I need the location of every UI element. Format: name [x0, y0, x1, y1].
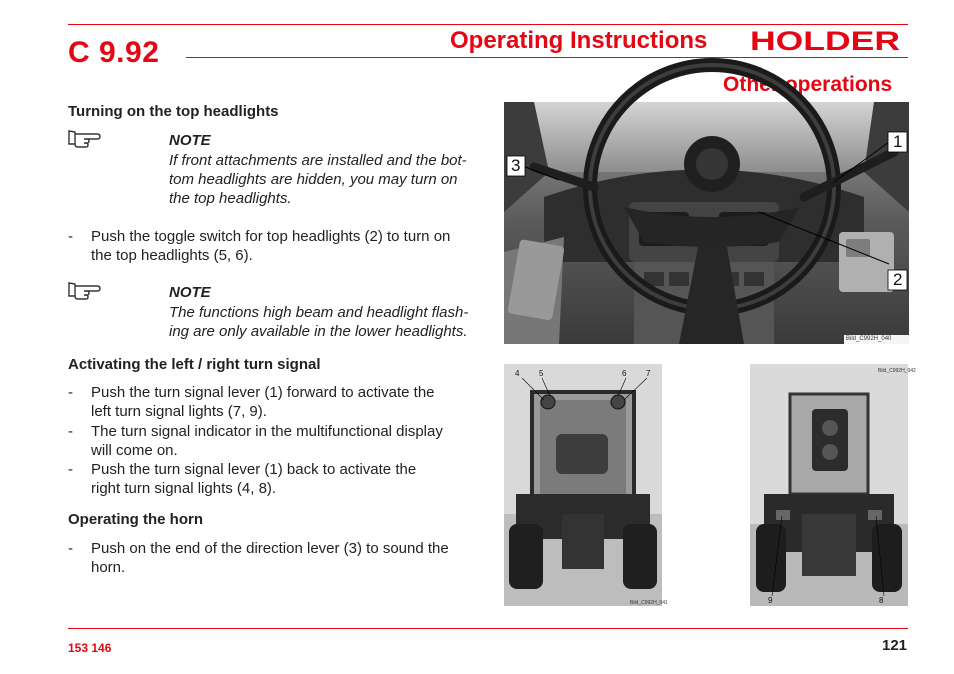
- vehicle-front-illustration: [504, 364, 662, 606]
- turn-signal-item-3: [68, 460, 478, 500]
- heading-top-headlights: Turning on the top headlights: [68, 103, 279, 120]
- pointing-hand-icon: [67, 278, 101, 300]
- document-title: Operating Instructions: [450, 27, 708, 54]
- footer-rule: [68, 628, 908, 629]
- turn-signal-item-1: [68, 383, 478, 423]
- callout-7: 7: [646, 369, 651, 378]
- callout-2: 2: [893, 270, 903, 289]
- heading-turn-signal: Activating the left / right turn signal: [68, 356, 321, 373]
- note-2-line: ing are only available in the lower headlights.: [169, 323, 468, 340]
- vehicle-rear-photo: [750, 364, 916, 606]
- item-text: [91, 539, 449, 577]
- header-title-rule: [186, 57, 908, 58]
- heading-horn: Operating the horn: [68, 511, 203, 528]
- figure-caption-cab: Bild_C992H_040: [846, 336, 892, 342]
- bullet-dash: -: [68, 228, 73, 245]
- item-line: left turn signal lights (7, 9).: [91, 403, 267, 420]
- note-1-line: the top headlights.: [169, 190, 292, 207]
- callout-9: 9: [768, 596, 773, 605]
- step-line: Push the toggle switch for top headlights (2) to turn on: [91, 228, 451, 245]
- callout-1: 1: [893, 132, 903, 151]
- item-line: will come on.: [91, 442, 178, 459]
- step-top-headlights: [68, 227, 478, 267]
- header-top-rule: [68, 24, 908, 25]
- holder-logo-text: HOLDER: [750, 26, 900, 56]
- note-2-text: [169, 303, 479, 341]
- step-line: the top headlights (5, 6).: [91, 247, 253, 264]
- figure-caption-rear: Bild_C992H_042: [878, 368, 916, 374]
- holder-logo: [750, 26, 900, 56]
- callout-6: 6: [622, 369, 627, 378]
- bullet-dash: -: [68, 461, 73, 478]
- callout-3: 3: [511, 156, 521, 175]
- note-hand-icon: [67, 126, 101, 154]
- bullet-dash: -: [68, 423, 73, 440]
- note-1-line: tom headlights are hidden, you may turn on: [169, 171, 458, 188]
- note-hand-icon-2: [67, 278, 101, 306]
- note-1-label: NOTE: [169, 132, 211, 149]
- bullet-dash: -: [68, 384, 73, 401]
- callout-4: 4: [515, 369, 520, 378]
- vehicle-front-photo: [504, 364, 668, 606]
- page-number: 121: [882, 637, 908, 654]
- item-text: [91, 422, 443, 460]
- item-line: horn.: [91, 559, 126, 576]
- item-text: [91, 383, 435, 421]
- note-2-line: The functions high beam and headlight flash-: [169, 304, 469, 321]
- holder-logo-mark: [750, 26, 900, 56]
- note-1-text: [169, 151, 479, 208]
- note-1-line: If front attachments are installed and the bot-: [169, 152, 467, 169]
- turn-signal-item-2: [68, 422, 478, 462]
- callout-5: 5: [539, 369, 544, 378]
- step-text: [91, 227, 450, 265]
- pointing-hand-icon: [67, 126, 101, 148]
- section-title: Other operations: [723, 73, 893, 96]
- item-line: Push the turn signal lever (1) back to activate the: [91, 461, 417, 478]
- item-line: right turn signal lights (4, 8).: [91, 480, 277, 497]
- bullet-dash: -: [68, 540, 73, 557]
- vehicle-rear-illustration: [750, 364, 908, 606]
- callout-8: 8: [879, 596, 884, 605]
- item-line: Push the turn signal lever (1) forward to activate the: [91, 384, 435, 401]
- item-line: The turn signal indicator in the multifunctional display: [91, 423, 443, 440]
- note-2-label: NOTE: [169, 284, 211, 301]
- cab-steering-photo: [504, 102, 909, 344]
- item-line: Push on the end of the direction lever (3) to sound the: [91, 540, 449, 557]
- steering-wheel-illustration: [504, 102, 909, 344]
- figure-caption-front: Bild_C992H_041: [630, 600, 668, 606]
- horn-item: [68, 539, 478, 579]
- document-code: 153 146: [68, 641, 112, 655]
- item-text: [91, 460, 416, 498]
- model-number: C 9.92: [68, 36, 160, 69]
